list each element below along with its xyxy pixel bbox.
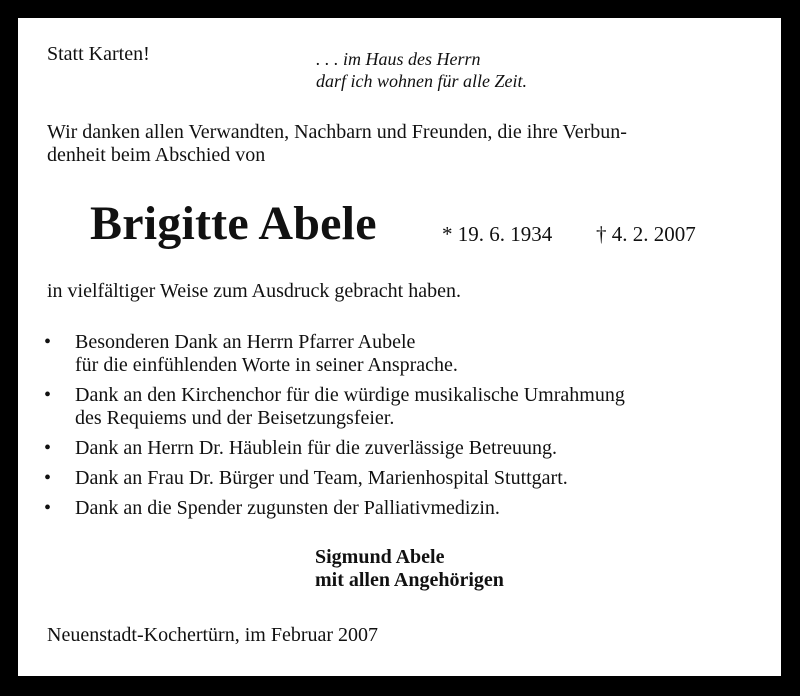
thanks-5-line-1: Dank an die Spender zugunsten der Palliativmedizin. [75,497,500,519]
statt-karten-text: Statt Karten! [47,43,150,65]
signature-line-1: Sigmund Abele [315,546,445,568]
death-date: † 4. 2. 2007 [596,222,696,246]
closing-intro-text: in vielfältiger Weise zum Ausdruck gebracht haben. [47,280,461,302]
thanks-1-line-1: Besonderen Dank an Herrn Pfarrer Aubele [75,331,416,353]
thanks-2-line-1: Dank an den Kirchenchor für die würdige musikalische Umrahmung [75,384,625,406]
bullet-4: • [44,467,52,489]
bullet-1: • [44,331,52,353]
bullet-3: • [44,437,52,459]
bible-quote-line-1: . . . im Haus des Herrn [316,49,481,69]
bullet-2: • [44,384,52,406]
deceased-name: Brigitte Abele [90,197,377,250]
footer-place-date: Neuenstadt-Kochertürn, im Februar 2007 [47,624,379,646]
signature-line-2: mit allen Angehörigen [315,569,504,591]
thanks-2-line-2: des Requiems und der Beisetzungsfeier. [75,407,395,429]
thanks-4-line-1: Dank an Frau Dr. Bürger und Team, Marienhospital Stuttgart. [75,467,568,489]
thanks-3-line-1: Dank an Herrn Dr. Häublein für die zuverlässige Betreuung. [75,437,558,459]
birth-date: * 19. 6. 1934 [442,222,553,246]
bullet-5: • [44,497,52,519]
intro-line-1: Wir danken allen Verwandten, Nachbarn und Freunden, die ihre Verbun- [47,121,627,143]
thanks-1-line-2: für die einfühlenden Worte in seiner Ansprache. [75,354,458,376]
bible-quote-line-2: darf ich wohnen für alle Zeit. [316,71,527,91]
intro-line-2: denheit beim Abschied von [47,144,266,166]
